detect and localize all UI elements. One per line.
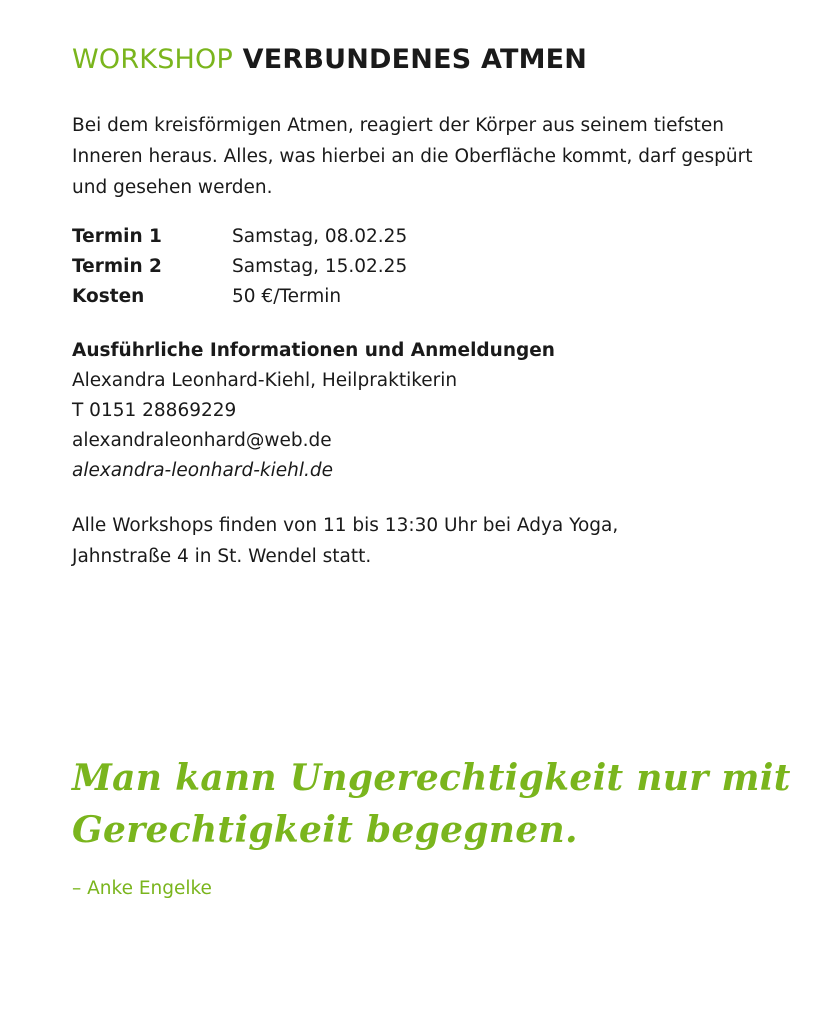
contact-block bbox=[72, 336, 555, 486]
page-title bbox=[72, 40, 792, 80]
fact-value: Samstag, 08.02.25 bbox=[232, 226, 408, 247]
fact-label: Kosten bbox=[72, 286, 145, 307]
workshop-facts bbox=[72, 222, 407, 312]
workshop-page bbox=[72, 40, 792, 899]
fact-value: Samstag, 15.02.25 bbox=[232, 256, 408, 277]
intro-paragraph bbox=[72, 110, 792, 203]
contact-heading: Ausführliche Informationen und Anmeldungen bbox=[72, 340, 555, 361]
contact-website-link[interactable]: alexandra-leonhard-kiehl.de bbox=[72, 460, 333, 481]
fact-row-termin-2 bbox=[72, 252, 407, 282]
title-main: VERBUNDENES ATMEN bbox=[242, 44, 588, 75]
fact-value: 50 €/Termin bbox=[232, 286, 342, 307]
quote-author: – Anke Engelke bbox=[72, 878, 212, 899]
quote-line-2: Gerechtigkeit begegnen. bbox=[72, 809, 578, 851]
venue-line-2: Jahnstraße 4 in St. Wendel statt. bbox=[72, 546, 372, 567]
fact-row-termin-1 bbox=[72, 222, 407, 252]
intro-line-1: Bei dem kreisförmigen Atmen, reagiert der Körper aus seinem tiefsten bbox=[72, 115, 724, 136]
contact-phone: T 0151 28869229 bbox=[72, 400, 237, 421]
title-prefix: WORKSHOP bbox=[72, 44, 233, 75]
fact-label: Termin 1 bbox=[72, 226, 162, 247]
contact-name: Alexandra Leonhard-Kiehl, Heilpraktikerin bbox=[72, 370, 458, 391]
fact-row-kosten bbox=[72, 282, 407, 312]
intro-line-2: Inneren heraus. Alles, was hierbei an die Oberfläche kommt, darf gespürt bbox=[72, 146, 753, 167]
contact-email[interactable]: alexandraleonhard@web.de bbox=[72, 430, 332, 451]
quote-line-1: Man kann Ungerechtigkeit nur mit bbox=[72, 757, 791, 799]
fact-label: Termin 2 bbox=[72, 256, 162, 277]
venue-info bbox=[72, 510, 772, 572]
intro-line-3: und gesehen werden. bbox=[72, 177, 273, 198]
quote bbox=[72, 752, 792, 856]
venue-line-1: Alle Workshops finden von 11 bis 13:30 Uhr bei Adya Yoga, bbox=[72, 515, 619, 536]
